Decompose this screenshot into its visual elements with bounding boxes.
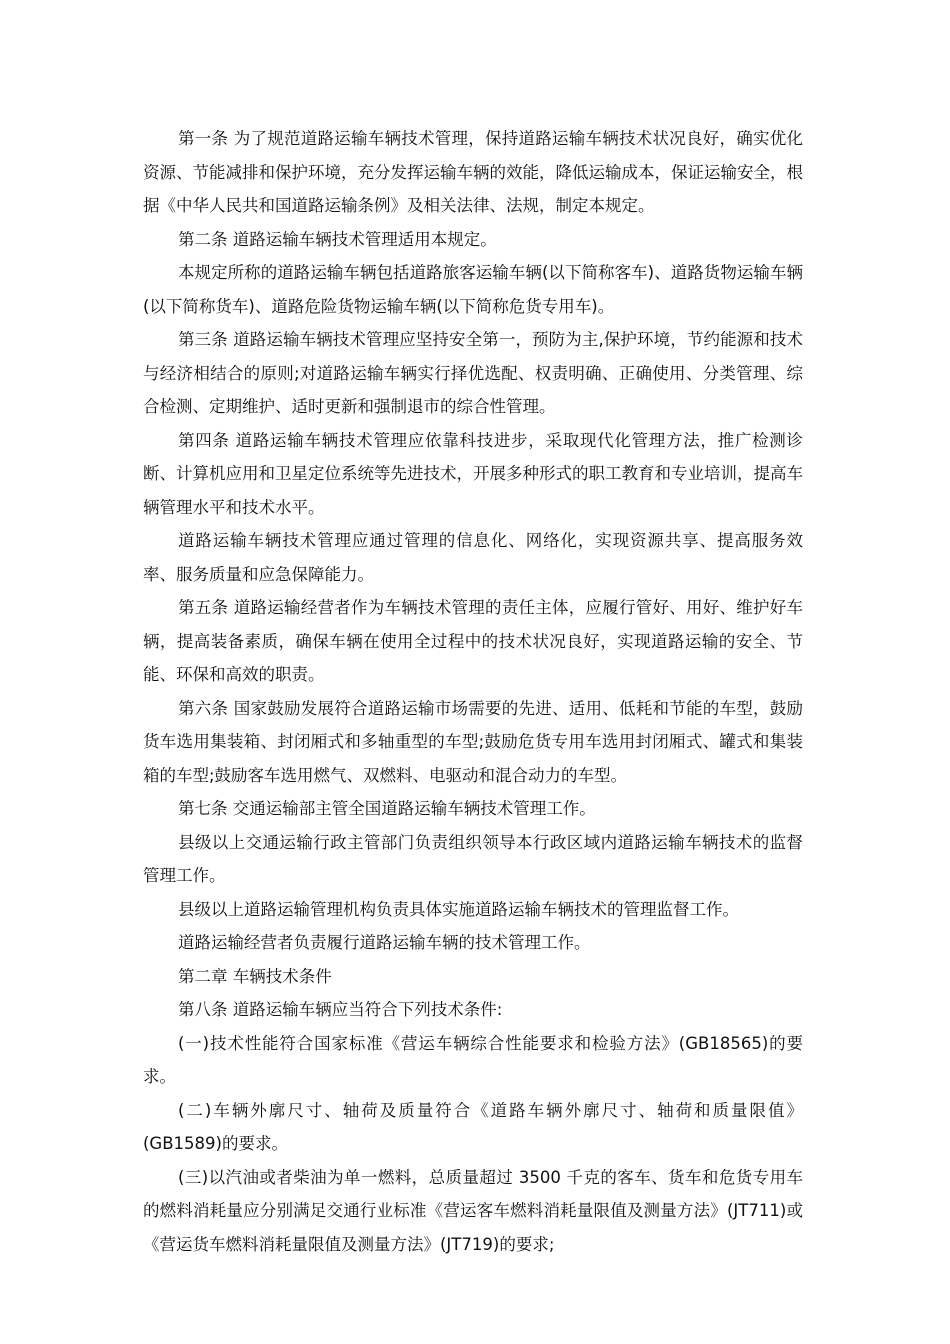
condition-1-paragraph: (一)技术性能符合国家标准《营运车辆综合性能要求和检验方法》(GB18565)的要求。: [143, 1033, 803, 1086]
informatization-paragraph: 道路运输车辆技术管理应通过管理的信息化、网络化，实现资源共享、提高服务效率、服务质量和应急保障能力。: [143, 531, 803, 584]
operator-responsibility-paragraph: 道路运输经营者负责履行道路运输车辆的技术管理工作。: [178, 933, 591, 952]
article-7-paragraph: 第七条 交通运输部主管全国道路运输车辆技术管理工作。: [178, 799, 596, 818]
article-8-paragraph: 第八条 道路运输车辆应当符合下列技术条件:: [178, 1000, 503, 1019]
chapter-2-heading: 第二章 车辆技术条件: [178, 966, 332, 986]
county-agency-paragraph: 县级以上道路运输管理机构负责具体实施道路运输车辆技术的管理监督工作。: [178, 899, 739, 919]
vehicle-definition-paragraph: 本规定所称的道路运输车辆包括道路旅客运输车辆(以下简称客车)、道路货物运输车辆(以下简称货车)、道路危险货物运输车辆(以下简称危货专用车)。: [143, 263, 803, 316]
condition-3-paragraph: (三)以汽油或者柴油为单一燃料，总质量超过 3500 千克的客车、货车和危货专用车的燃料消耗量应分别满足交通行业标准《营运客车燃料消耗量限值及测量方法》(JT711)或《营运货车燃料消耗量限值及测量方法》(JT719)的要求;: [143, 1167, 803, 1254]
article-2-paragraph: 第二条 道路运输车辆技术管理适用本规定。: [178, 229, 497, 249]
article-5-paragraph: 第五条 道路运输经营者作为车辆技术管理的责任主体，应履行管好、用好、维护好车辆，提高装备素质，确保车辆在使用全过程中的技术状况良好，实现道路运输的安全、节能、环保和高效的职责。: [143, 598, 803, 684]
condition-2-paragraph: (二)车辆外廓尺寸、轴荷及质量符合《道路车辆外廓尺寸、轴荷和质量限值》(GB1589)的要求。: [143, 1100, 803, 1153]
county-department-paragraph: 县级以上交通运输行政主管部门负责组织领导本行政区域内道路运输车辆技术的监督管理工作。: [143, 832, 803, 885]
article-3-paragraph: 第三条 道路运输车辆技术管理应坚持安全第一，预防为主,保护环境，节约能源和技术与经济相结合的原则;对道路运输车辆实行择优选配、权责明确、正确使用、分类管理、综合检测、定期维护、适时更新和强制退市的综合性管理。: [143, 330, 803, 416]
article-6-paragraph: 第六条 国家鼓励发展符合道路运输市场需要的先进、适用、低耗和节能的车型，鼓励货车选用集装箱、封闭厢式和多轴重型的车型;鼓励危货专用车选用封闭厢式、罐式和集装箱的车型;鼓励客车选用燃气、双燃料、电驱动和混合动力的车型。: [143, 698, 803, 785]
article-4-paragraph: 第四条 道路运输车辆技术管理应依靠科技进步，采取现代化管理方法，推广检测诊断、计算机应用和卫星定位系统等先进技术，开展多种形式的职工教育和专业培训，提高车辆管理水平和技术水平。: [143, 430, 803, 517]
article-1-paragraph: 第一条 为了规范道路运输车辆技术管理，保持道路运输车辆技术状况良好，确实优化资源、节能减排和保护环境，充分发挥运输车辆的效能，降低运输成本，保证运输安全，根据《中华人民共和国道路运输条例》及相关法律、法规，制定本规定。: [143, 129, 803, 215]
document-page: [143, 122, 803, 1261]
